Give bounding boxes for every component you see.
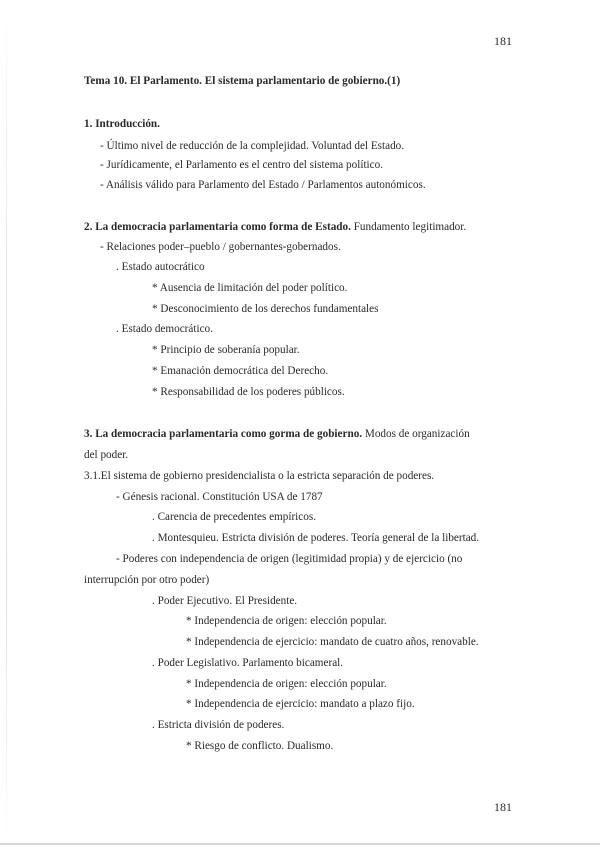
section-2-heading [84,220,466,234]
page-title: Tema 10. El Parlamento. El sistema parlamentario de gobierno.(1) [84,75,401,87]
list-item: - Análisis válido para Parlamento del Estado / Parlamentos autonómicos. [100,179,426,191]
list-item: * Principio de soberanía popular. [152,344,300,356]
list-item: - Poderes con independencia de origen (legitimidad propia) y de ejercicio (no [116,553,463,565]
list-item: . Poder Legislativo. Parlamento bicameral. [152,657,344,669]
list-item: - Relaciones poder–pueblo / gobernantes-gobernados. [100,241,341,253]
section-3-heading-cont: del poder. [84,449,129,461]
list-item: * Independencia de origen: elección popular. [186,678,387,690]
list-item: . Estricta división de poderes. [152,719,285,731]
list-item: * Emanación democrática del Derecho. [152,365,329,377]
list-item: * Independencia de ejercicio: mandato de cuatro años, renovable. [186,636,479,648]
list-item: * Ausencia de limitación del poder político. [152,282,348,294]
section-2-heading-bold: 2. La democracia parlamentaria como forma de Estado. [84,221,351,233]
scan-edge [6,0,7,848]
list-item: - Jurídicamente, el Parlamento es el centro del sistema político. [100,159,384,171]
page-number-top: 181 [494,34,512,48]
list-item: * Responsabilidad de los poderes públicos. [152,386,345,398]
section-3-heading-rest: Modos de organización [362,428,470,440]
list-item: * Riesgo de conflicto. Dualismo. [186,740,334,752]
section-2-heading-rest: Fundamento legitimador. [350,221,467,233]
list-item: * Independencia de ejercicio: mandato a plazo fijo. [186,698,415,710]
list-item: . Carencia de precedentes empíricos. [152,511,317,523]
section-3-heading-bold: 3. La democracia parlamentaria como gorma de gobierno. [84,428,363,440]
section-1-heading: 1. Introducción. [84,118,160,130]
list-item: * Independencia de origen: elección popular. [186,615,387,627]
page-number-bottom: 181 [494,800,512,814]
list-item: . Montesquieu. Estricta división de poderes. Teoría general de la libertad. [152,532,480,544]
section-3-heading [84,427,470,441]
list-item: - Génesis racional. Constitución USA de 1787 [116,491,323,503]
list-item-cont: interrupción por otro poder) [84,574,210,586]
list-item: . Estado democrático. [116,323,213,335]
list-item: . Poder Ejecutivo. El Presidente. [152,595,298,607]
subsection-3-1: 3.1.El sistema de gobierno presidencialista o la estricta separación de poderes. [84,470,435,482]
scan-bottom-edge [0,843,600,845]
list-item: . Estado autocrático [116,261,205,273]
list-item: - Último nivel de reducción de la complejidad. Voluntad del Estado. [100,140,405,152]
list-item: * Desconocimiento de los derechos fundamentales [152,303,379,315]
